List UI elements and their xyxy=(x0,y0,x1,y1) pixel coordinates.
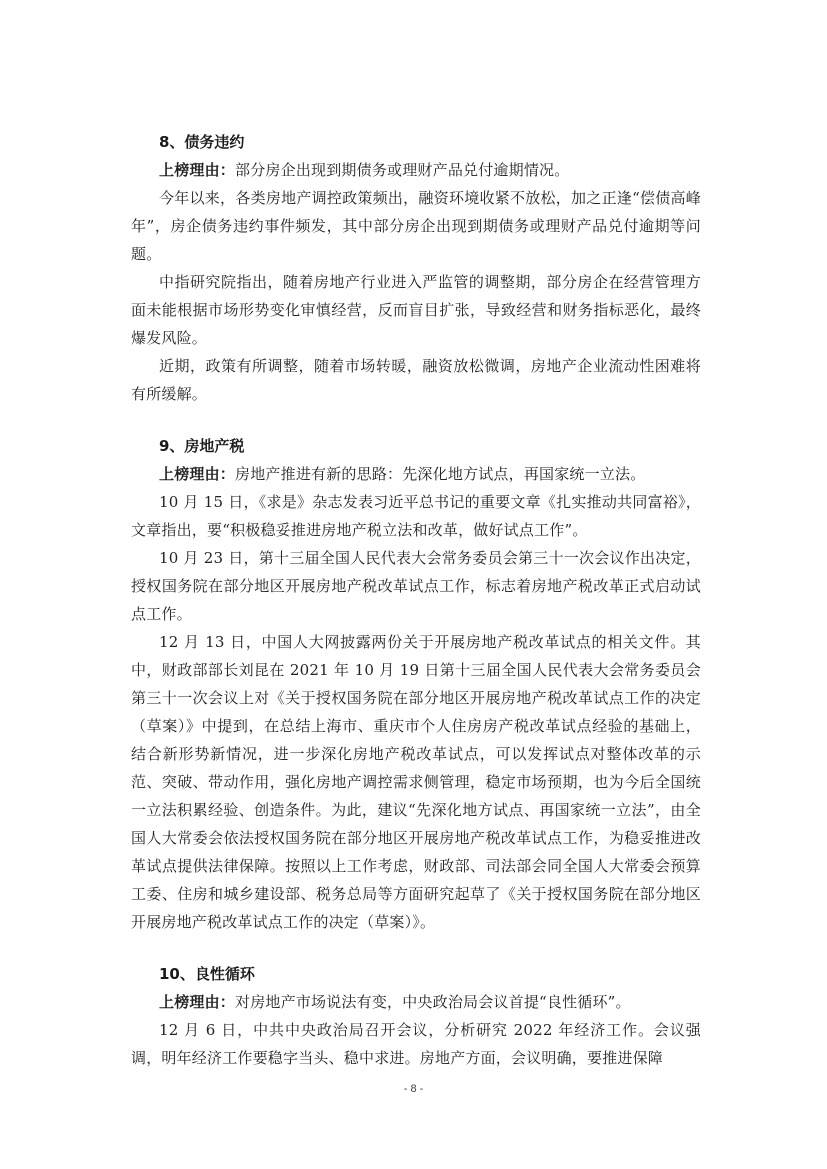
body-paragraph: 中指研究院指出，随着房地产行业进入严监管的调整期，部分房企在经营管理方面未能根据市场形势变化审慎经营，反而盲目扩张，导致经营和财务指标恶化，最终爆发风险。 xyxy=(131,273,701,347)
section-heading: 10、良性循环 xyxy=(159,965,255,983)
section-virtuous-cycle xyxy=(131,960,701,1072)
reason-label: 上榜理由： xyxy=(159,993,236,1011)
page-content xyxy=(131,128,701,1072)
body-paragraph: 12 月 6 日，中共中央政治局召开会议，分析研究 2022 年经济工作。会议强调，明年经济工作要稳字当头、稳中求进。房地产方面，会议明确，要推进保障 xyxy=(131,1021,701,1067)
body-paragraph: 10 月 15 日，《求是》杂志发表习近平总书记的重要文章《扎实推动共同富裕》，文章指出，要“积极稳妥推进房地产税立法和改革，做好试点工作”。 xyxy=(131,493,701,539)
section-debt-default xyxy=(131,128,701,408)
section-heading: 9、房地产税 xyxy=(159,437,245,455)
section-heading: 8、债务违约 xyxy=(159,133,245,151)
reason-label: 上榜理由： xyxy=(159,161,236,179)
reason-text: 对房地产市场说法有变，中央政治局会议首提“良性循环”。 xyxy=(235,993,631,1011)
page-number: - 8 - xyxy=(403,1083,424,1095)
body-paragraph: 12 月 13 日，中国人大网披露两份关于开展房地产税改革试点的相关文件。其中，财政部部长刘昆在 2021 年 10 月 19 日第十三届全国人民代表大会常务委员会第三十一次会议上对《关于授权国务院在部分地区开展房地产税改革试点工作的决定（草案）》中提到，在总结上海市、重庆市个人住房房产税改革试点经验的基础上，结合新形势新情况，进一步深化房地产税改革试点，可以发挥试点对整体改革的示范、突破、带动作用，强化房地产调控需求侧管理，稳定市场预期，也为今后全国统一立法积累经验、创造条件。为此，建议“先深化地方试点、再国家统一立法”，由全国人大常委会依法授权国务院在部分地区开展房地产税改革试点工作，为稳妥推进改革试点提供法律保障。按照以上工作考虑，财政部、司法部会同全国人大常委会预算工委、住房和城乡建设部、税务总局等方面研究起草了《关于授权国务院在部分地区开展房地产税改革试点工作的决定（草案）》。 xyxy=(131,633,701,931)
reason-label: 上榜理由： xyxy=(159,465,236,483)
body-paragraph: 近期，政策有所调整，随着市场转暖，融资放松微调，房地产企业流动性困难将有所缓解。 xyxy=(131,357,701,403)
body-paragraph: 10 月 23 日，第十三届全国人民代表大会常务委员会第三十一次会议作出决定，授权国务院在部分地区开展房地产税改革试点工作，标志着房地产税改革正式启动试点工作。 xyxy=(131,549,701,623)
reason-paragraph xyxy=(131,988,701,1016)
section-property-tax xyxy=(131,432,701,936)
reason-text: 房地产推进有新的思路：先深化地方试点，再国家统一立法。 xyxy=(235,465,646,483)
reason-paragraph xyxy=(131,156,701,184)
reason-text: 部分房企出现到期债务或理财产品兑付逾期情况。 xyxy=(235,161,570,179)
reason-paragraph xyxy=(131,460,701,488)
body-paragraph: 今年以来，各类房地产调控政策频出，融资环境收紧不放松，加之正逢“偿债高峰年”，房企债务违约事件频发，其中部分房企出现到期债务或理财产品兑付逾期等问题。 xyxy=(131,189,701,263)
